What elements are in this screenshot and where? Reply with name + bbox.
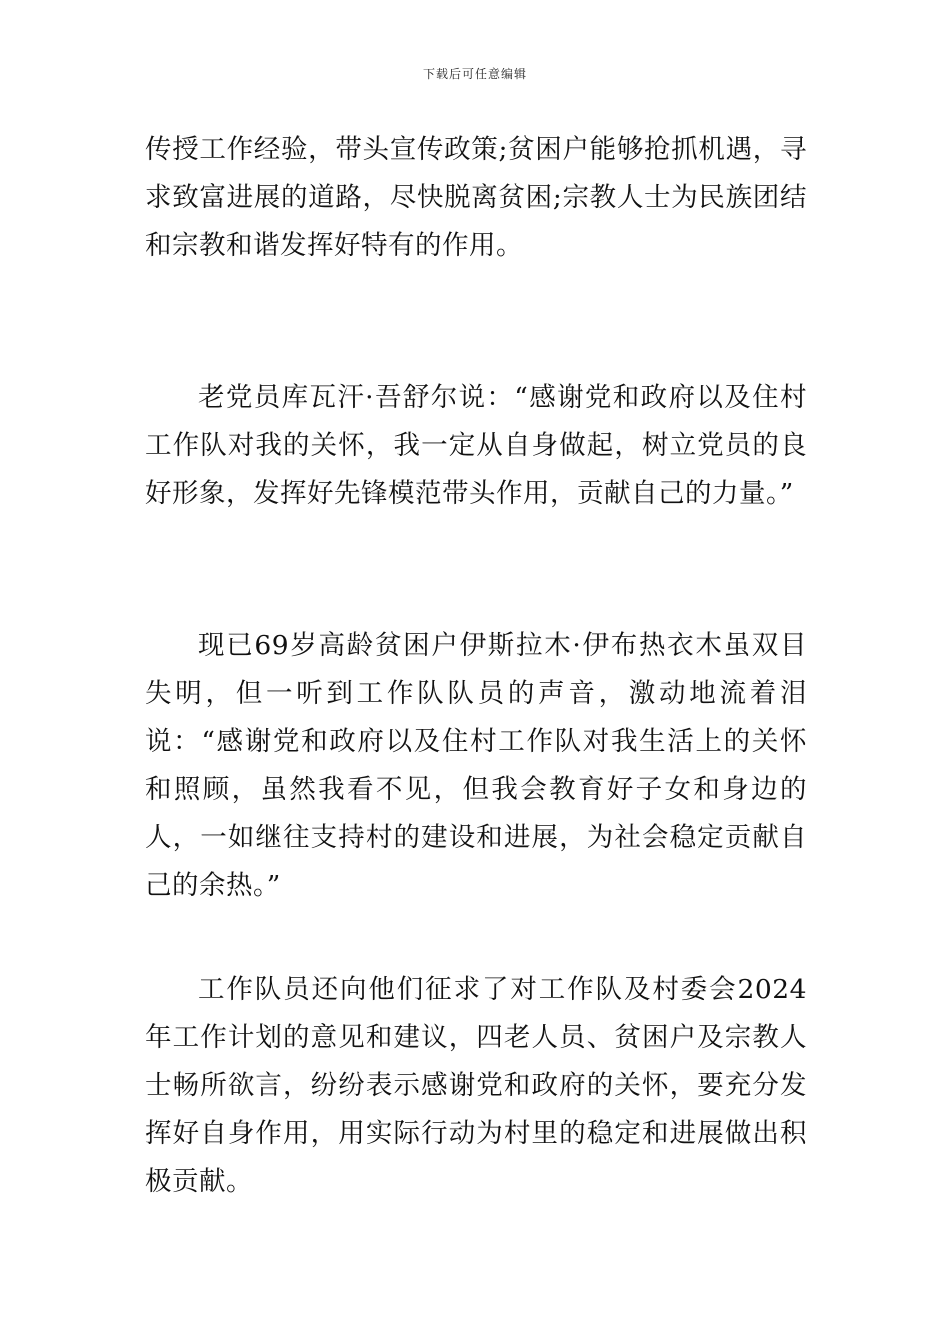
paragraph-4: 工作队员还向他们征求了对工作队及村委会2024年工作计划的意见和建议，四老人员、贫困户及宗教人士畅所欲言，纷纷表示感谢党和政府的关怀，要充分发挥好自身作用，用实际行动为村里的稳定和进展做出积极贡献。 bbox=[145, 974, 807, 1197]
paragraph-2: 老党员库瓦汗·吾舒尔说：“感谢党和政府以及住村工作队对我的关怀，我一定从自身做起，树立党员的良好形象，发挥好先锋模范带头作用，贡献自己的力量。” bbox=[145, 382, 807, 509]
paragraph-3: 现已69岁高龄贫困户伊斯拉木·伊布热衣木虽双目失明，但一听到工作队队员的声音，激动地流着泪说：“感谢党和政府以及住村工作队对我生活上的关怀和照顾，虽然我看不见，但我会教育好子女和身边的人，一如继往支持村的建设和进展，为社会稳定贡献自己的余热。” bbox=[145, 630, 807, 901]
header-note: 下载后可任意编辑 bbox=[422, 67, 527, 81]
paragraph-1: 传授工作经验，带头宣传政策;贫困户能够抢抓机遇，寻求致富进展的道路，尽快脱离贫困;宗教人士为民族团结和宗教和谐发挥好特有的作用。 bbox=[145, 134, 807, 261]
